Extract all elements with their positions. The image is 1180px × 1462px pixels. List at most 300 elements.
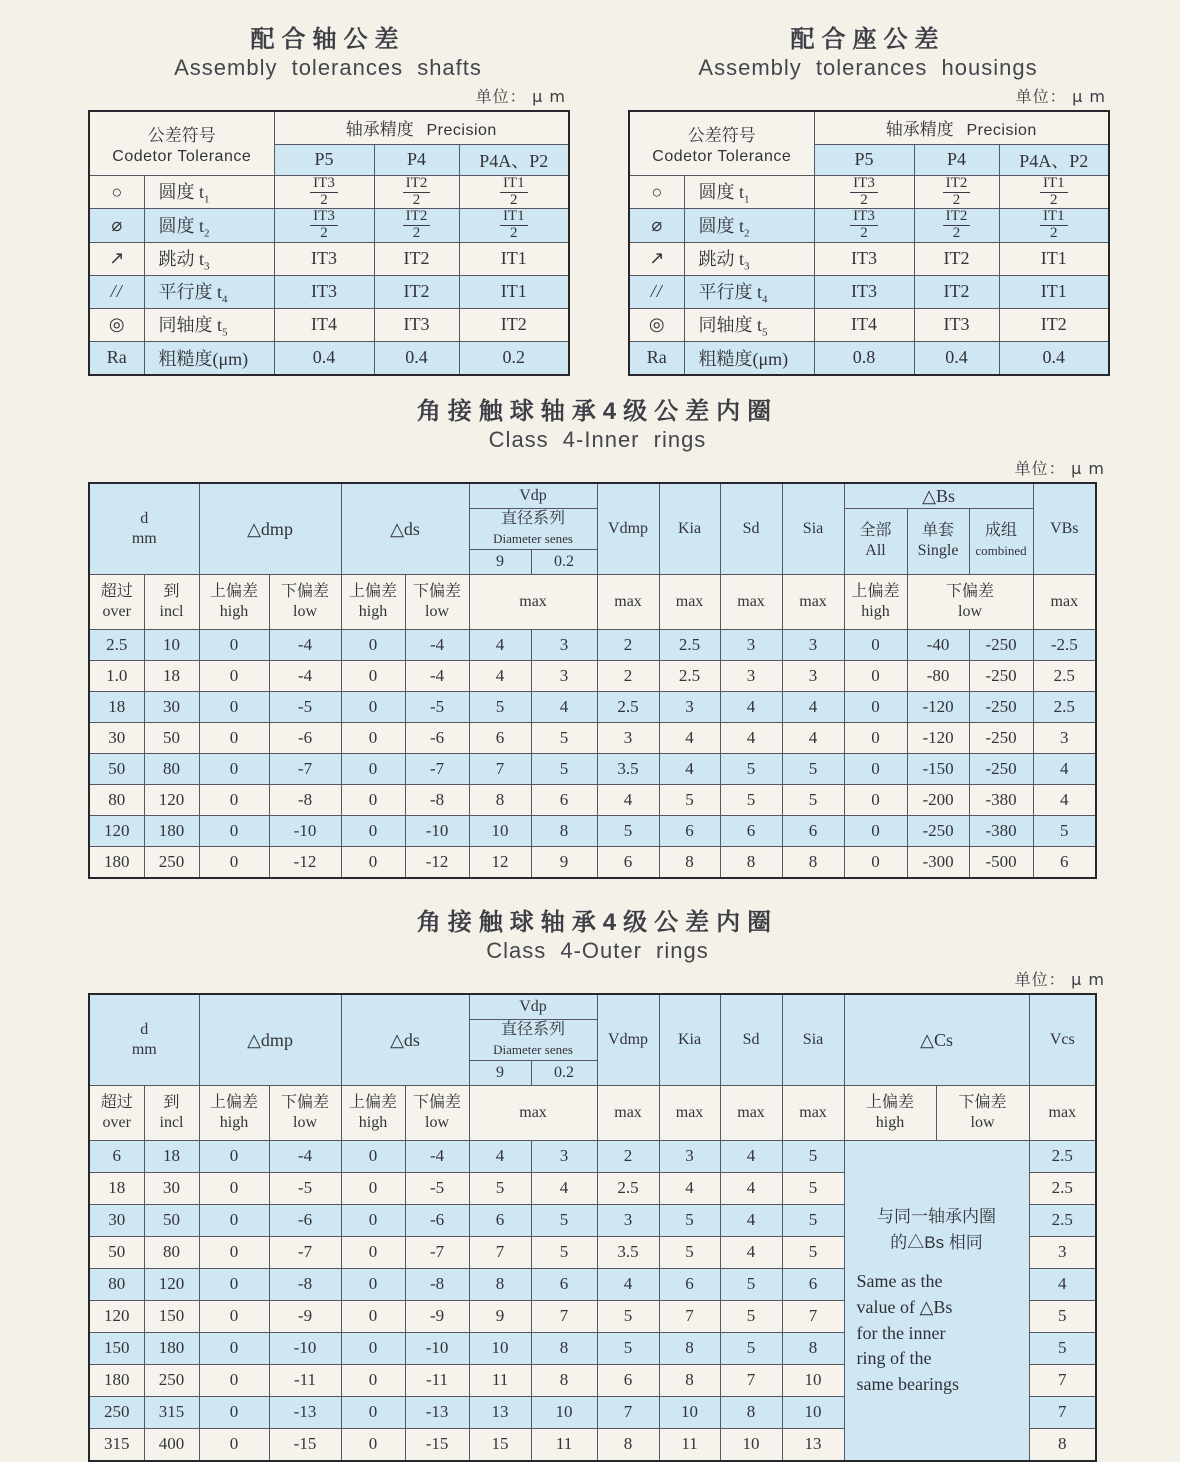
unit-text: 单位： (1014, 971, 1066, 989)
table-cell: 80 (89, 784, 144, 815)
table-cell: 315 (144, 1396, 199, 1428)
col-sd: Sd (720, 994, 782, 1086)
tolerance-value: $\frac{IT1}{2}$ (999, 209, 1109, 243)
table-cell: 0 (341, 1300, 405, 1332)
outer-title-en: Class 4-Outer rings (486, 937, 709, 963)
table-cell: -200 (907, 784, 969, 815)
table-cell: 4 (720, 1204, 782, 1236)
table-cell: 8 (720, 1396, 782, 1428)
concentricity-icon: ◎ (89, 308, 144, 341)
table-cell: 8 (659, 1364, 720, 1396)
data-row (89, 815, 1096, 846)
table-cell: 3 (659, 691, 720, 722)
tolerance-name: 跳动 $t_3$ (684, 242, 814, 275)
table-cell: -250 (969, 722, 1033, 753)
tolerance-value: IT1 (999, 242, 1109, 275)
table-cell: 10 (659, 1396, 720, 1428)
table-cell: 0 (199, 1172, 269, 1204)
table-cell: -15 (269, 1428, 341, 1461)
table-cell: 0 (844, 691, 907, 722)
table-cell: 7 (782, 1300, 844, 1332)
tolerance-value: IT4 (814, 308, 914, 341)
table-cell: 30 (144, 691, 199, 722)
table-cell: 4 (720, 722, 782, 753)
table-cell: 10 (469, 1332, 531, 1364)
table-cell: 3.5 (597, 753, 659, 784)
table-cell: 0 (844, 815, 907, 846)
vcs-value: 4 (1029, 1268, 1096, 1300)
col-sia: Sia (782, 483, 844, 575)
table-cell: 120 (89, 1300, 144, 1332)
table-cell: 5 (597, 815, 659, 846)
table-cell: 80 (144, 1236, 199, 1268)
table-cell: -5 (269, 691, 341, 722)
tolerance-row (629, 242, 1109, 275)
table-cell: 10 (720, 1428, 782, 1461)
table-cell: -380 (969, 815, 1033, 846)
precision-header-zh: 轴承精度 (885, 120, 954, 140)
unit-value: μ m (532, 86, 566, 106)
outer-rings-title (88, 909, 1107, 964)
col-all (844, 508, 907, 574)
tolerance-value: IT3 (814, 242, 914, 275)
tolerance-row (629, 275, 1109, 308)
tolerance-value: IT2 (374, 242, 459, 275)
col-single (907, 508, 969, 574)
shaft-tolerance-table (88, 110, 570, 376)
table-cell: 18 (144, 660, 199, 691)
precision-header-en: Precision (426, 122, 497, 140)
col-vdp: Vdp (469, 483, 597, 509)
table-cell: -4 (269, 1140, 341, 1172)
tolerance-row (89, 275, 569, 308)
table-cell: 120 (144, 784, 199, 815)
sub-over: 超过 over (89, 574, 144, 629)
col-kia: Kia (659, 483, 720, 575)
tolerance-row (89, 308, 569, 341)
table-cell: -8 (269, 1268, 341, 1300)
table-cell: 0 (199, 784, 269, 815)
sub-low: 下偏差 low (936, 1085, 1029, 1140)
col-sia: Sia (782, 994, 844, 1086)
table-cell: -6 (269, 1204, 341, 1236)
table-cell: 250 (144, 846, 199, 878)
table-cell: -7 (269, 753, 341, 784)
col-kia: Kia (659, 994, 720, 1086)
table-cell: 5 (469, 691, 531, 722)
col-vdmp: Vdmp (597, 994, 659, 1086)
col-series-02: 0.2 (531, 1060, 597, 1085)
table-cell: 400 (144, 1428, 199, 1461)
series-zh: 直径系列 (501, 1020, 566, 1038)
col-d (89, 994, 199, 1086)
table-cell: 4 (720, 691, 782, 722)
combined-en: combined (975, 543, 1027, 559)
symbol-header-zh: 公差符号 (147, 125, 216, 145)
table-cell: -40 (907, 629, 969, 660)
sub-high: 上偏差 high (341, 1085, 405, 1140)
table-cell: 0 (199, 1268, 269, 1300)
inner-rings-table (88, 482, 1097, 879)
table-cell: -250 (907, 815, 969, 846)
table-cell: 4 (469, 629, 531, 660)
table-cell: 5 (531, 753, 597, 784)
table-cell: 3 (597, 722, 659, 753)
vcs-value: 2.5 (1029, 1204, 1096, 1236)
tolerance-row (629, 175, 1109, 209)
col-vcs: Vcs (1029, 994, 1096, 1086)
table-cell: -6 (405, 1204, 469, 1236)
unit-label (628, 84, 1106, 107)
table-cell: -5 (405, 1172, 469, 1204)
table-cell: 150 (144, 1300, 199, 1332)
single-zh: 单套 (922, 522, 955, 540)
table-cell: 7 (659, 1300, 720, 1332)
table-cell: -10 (269, 1332, 341, 1364)
data-row (89, 846, 1096, 878)
table-cell: 2.5 (597, 691, 659, 722)
table-cell: -13 (405, 1396, 469, 1428)
col-bs: △Bs (844, 483, 1033, 509)
table-cell: 6 (469, 722, 531, 753)
table-cell: 5 (659, 1236, 720, 1268)
table-cell: -8 (405, 1268, 469, 1300)
table-cell: 5 (720, 784, 782, 815)
table-cell: -7 (269, 1236, 341, 1268)
unit-label (88, 84, 566, 107)
col-p4a-p2: P4A、P2 (459, 144, 569, 175)
sub-low: 下偏差 low (907, 574, 1033, 629)
table-cell: 7 (469, 753, 531, 784)
table-cell: 0 (199, 722, 269, 753)
cylindricity-icon: ⌀ (629, 209, 684, 243)
sub-max: max (720, 1085, 782, 1140)
inner-title-en: Class 4-Inner rings (488, 426, 707, 452)
table-cell: 6 (659, 1268, 720, 1300)
table-cell: -2.5 (1033, 629, 1096, 660)
tolerance-name: 平行度 $t_4$ (684, 275, 814, 308)
sub-max: max (659, 1085, 720, 1140)
sub-high: 上偏差 high (844, 574, 907, 629)
tolerance-value: IT2 (914, 242, 999, 275)
housing-tolerances-section (628, 26, 1108, 376)
table-cell: 9 (469, 1300, 531, 1332)
table-cell: 120 (89, 815, 144, 846)
parallelism-icon: // (89, 275, 144, 308)
col-p4: P4 (374, 144, 459, 175)
col-diameter-series (469, 508, 597, 549)
shaft-tolerances-section (88, 26, 568, 376)
table-cell: 4 (469, 660, 531, 691)
table-cell: 0 (844, 629, 907, 660)
sub-incl: 到 incl (144, 1085, 199, 1140)
table-cell: 0 (341, 1332, 405, 1364)
combined-zh: 成组 (985, 522, 1018, 540)
table-cell: 0 (341, 753, 405, 784)
table-cell: 0 (199, 1204, 269, 1236)
table-cell: 4 (659, 722, 720, 753)
table-cell: -13 (269, 1396, 341, 1428)
table-cell: 4 (782, 722, 844, 753)
table-cell: 8 (469, 1268, 531, 1300)
col-sd: Sd (720, 483, 782, 575)
tolerance-row (89, 242, 569, 275)
table-cell: 6 (782, 815, 844, 846)
table-cell: 8 (782, 846, 844, 878)
sub-max: max (782, 1085, 844, 1140)
tolerance-value: 0.2 (459, 341, 569, 375)
table-cell: 6 (782, 1268, 844, 1300)
sub-incl: 到 incl (144, 574, 199, 629)
table-cell: 0 (844, 660, 907, 691)
table-cell: 2 (597, 629, 659, 660)
table-cell: 3 (1033, 722, 1096, 753)
inner-rings-title (88, 398, 1107, 453)
outer-rings-table (88, 993, 1097, 1462)
table-cell: -250 (969, 629, 1033, 660)
table-cell: 7 (720, 1364, 782, 1396)
table-cell: 5 (597, 1300, 659, 1332)
sub-max: max (469, 1085, 597, 1140)
sub-max: max (782, 574, 844, 629)
table-cell: 15 (469, 1428, 531, 1461)
table-cell: 180 (144, 815, 199, 846)
table-cell: 4 (720, 1140, 782, 1172)
table-cell: 5 (720, 1332, 782, 1364)
housing-tolerance-table (628, 110, 1110, 376)
vcs-value: 8 (1029, 1428, 1096, 1461)
tolerance-symbol-header (629, 111, 814, 176)
sub-max: max (720, 574, 782, 629)
table-cell: 0 (199, 1428, 269, 1461)
table-cell: 10 (531, 1396, 597, 1428)
sub-low: 下偏差 low (269, 1085, 341, 1140)
all-zh: 全部 (859, 522, 892, 540)
tolerance-value: 0.4 (914, 341, 999, 375)
table-cell: 4 (720, 1172, 782, 1204)
tolerance-row (629, 209, 1109, 243)
sub-max: max (1033, 574, 1096, 629)
outer-rings-section (88, 909, 1107, 1462)
precision-header (274, 111, 569, 145)
data-row (89, 722, 1096, 753)
housing-title-en: Assembly tolerances housings (698, 54, 1038, 80)
table-cell: 80 (144, 753, 199, 784)
data-row (89, 691, 1096, 722)
table-cell: -9 (269, 1300, 341, 1332)
tolerance-value: $\frac{IT1}{2}$ (459, 175, 569, 209)
unit-value: μ m (1071, 458, 1105, 478)
table-cell: 0 (199, 660, 269, 691)
table-cell: 0 (341, 1204, 405, 1236)
table-cell: 3 (531, 629, 597, 660)
table-cell: -12 (269, 846, 341, 878)
table-cell: 6 (720, 815, 782, 846)
table-cell: 0 (341, 1396, 405, 1428)
table-cell: 0 (199, 753, 269, 784)
tolerance-value: $\frac{IT2}{2}$ (914, 209, 999, 243)
tolerance-value: 0.4 (999, 341, 1109, 375)
table-cell: 0 (199, 691, 269, 722)
table-cell: -380 (969, 784, 1033, 815)
unit-text: 单位： (475, 88, 527, 106)
symbol-header-en: Codetor Tolerance (652, 147, 792, 165)
table-cell: 5 (531, 1236, 597, 1268)
table-cell: 0 (341, 722, 405, 753)
table-cell: 4 (782, 691, 844, 722)
table-cell: 0 (341, 1236, 405, 1268)
tolerance-value: IT3 (374, 308, 459, 341)
table-cell: -10 (405, 815, 469, 846)
table-cell: -7 (405, 1236, 469, 1268)
housing-title-zh: 配合座公差 (790, 26, 946, 53)
table-cell: 5 (782, 753, 844, 784)
table-cell: 2.5 (89, 629, 144, 660)
sub-max: max (597, 1085, 659, 1140)
mm-label: mm (131, 1040, 157, 1058)
table-cell: 2.5 (597, 1172, 659, 1204)
table-cell: 11 (469, 1364, 531, 1396)
table-cell: -250 (969, 660, 1033, 691)
tolerance-value: IT1 (459, 275, 569, 308)
sub-high: 上偏差 high (199, 574, 269, 629)
table-cell: 4 (1033, 753, 1096, 784)
tolerance-value: $\frac{IT1}{2}$ (459, 209, 569, 243)
table-cell: 0 (341, 1172, 405, 1204)
outer-title-zh: 角接触球轴承4级公差内圈 (416, 908, 779, 936)
tolerance-value: $\frac{IT2}{2}$ (374, 175, 459, 209)
table-cell: 0 (199, 815, 269, 846)
table-cell: 4 (659, 753, 720, 784)
table-cell: 4 (469, 1140, 531, 1172)
table-cell: 4 (1033, 784, 1096, 815)
d-label: d (140, 509, 149, 527)
table-cell: 4 (720, 1236, 782, 1268)
col-p5: P5 (814, 144, 914, 175)
table-cell: 11 (531, 1428, 597, 1461)
col-series-9: 9 (469, 1060, 531, 1085)
unit-label (88, 967, 1105, 990)
table-cell: -8 (269, 784, 341, 815)
sub-max: max (1029, 1085, 1096, 1140)
table-cell: -5 (405, 691, 469, 722)
table-cell: 3.5 (597, 1236, 659, 1268)
data-row (89, 660, 1096, 691)
d-label: d (140, 1020, 149, 1038)
concentricity-icon: ◎ (629, 308, 684, 341)
table-cell: -120 (907, 691, 969, 722)
sub-low: 下偏差 low (405, 574, 469, 629)
precision-header-zh: 轴承精度 (345, 120, 414, 140)
table-cell: 2.5 (659, 629, 720, 660)
table-cell: 8 (659, 1332, 720, 1364)
table-cell: 5 (782, 1140, 844, 1172)
vcs-value: 2.5 (1029, 1140, 1096, 1172)
table-cell: -4 (405, 1140, 469, 1172)
table-cell: 8 (531, 1332, 597, 1364)
table-cell: 8 (469, 784, 531, 815)
tolerance-value: $\frac{IT3}{2}$ (274, 175, 374, 209)
sub-high: 上偏差 high (341, 574, 405, 629)
table-cell: 30 (144, 1172, 199, 1204)
sub-max: max (659, 574, 720, 629)
tolerance-row (89, 209, 569, 243)
roundness-circle-icon: ○ (629, 175, 684, 209)
roughness-ra-label: Ra (89, 341, 144, 375)
tolerance-value: $\frac{IT3}{2}$ (814, 175, 914, 209)
table-cell: 0 (341, 846, 405, 878)
table-cell: 180 (89, 846, 144, 878)
unit-label (88, 456, 1105, 479)
table-cell: 8 (597, 1428, 659, 1461)
table-cell: 3 (782, 629, 844, 660)
vcs-value: 2.5 (1029, 1172, 1096, 1204)
shaft-title-zh: 配合轴公差 (250, 26, 406, 53)
col-vbs: VBs (1033, 483, 1096, 575)
table-cell: -11 (269, 1364, 341, 1396)
runout-arrow-icon: ↗ (629, 242, 684, 275)
table-cell: 2 (597, 1140, 659, 1172)
data-row (89, 784, 1096, 815)
vcs-value: 3 (1029, 1236, 1096, 1268)
table-cell: -9 (405, 1300, 469, 1332)
table-cell: 250 (89, 1396, 144, 1428)
table-cell: 6 (597, 846, 659, 878)
table-cell: 5 (597, 1332, 659, 1364)
table-cell: -10 (405, 1332, 469, 1364)
table-cell: -80 (907, 660, 969, 691)
vcs-value: 7 (1029, 1364, 1096, 1396)
table-cell: 50 (144, 1204, 199, 1236)
tolerance-value: IT2 (914, 275, 999, 308)
all-en: All (865, 542, 886, 560)
table-cell: 30 (89, 722, 144, 753)
table-cell: 1.0 (89, 660, 144, 691)
table-cell: -150 (907, 753, 969, 784)
unit-value: μ m (1071, 969, 1105, 989)
cylindricity-icon: ⌀ (89, 209, 144, 243)
tolerance-name: 同轴度 $t_5$ (144, 308, 274, 341)
table-cell: 2.5 (1033, 691, 1096, 722)
table-cell: -15 (405, 1428, 469, 1461)
tolerance-symbol-header (89, 111, 274, 176)
col-series-9: 9 (469, 549, 531, 574)
table-cell: -8 (405, 784, 469, 815)
table-cell: 150 (89, 1332, 144, 1364)
table-cell: 0 (844, 722, 907, 753)
table-cell: -6 (405, 722, 469, 753)
mm-label: mm (131, 529, 157, 547)
col-cs: △Cs (844, 994, 1029, 1086)
table-cell: 3 (782, 660, 844, 691)
top-tables-row (88, 26, 1107, 376)
col-p4: P4 (914, 144, 999, 175)
tolerance-value: 0.8 (814, 341, 914, 375)
table-cell: 18 (144, 1140, 199, 1172)
tolerance-value: $\frac{IT3}{2}$ (814, 209, 914, 243)
table-cell: 13 (782, 1428, 844, 1461)
table-cell: 4 (531, 691, 597, 722)
tolerance-name: 跳动 $t_3$ (144, 242, 274, 275)
table-cell: 2.5 (659, 660, 720, 691)
tolerance-value: IT2 (999, 308, 1109, 341)
table-cell: 12 (469, 846, 531, 878)
table-cell: 3 (659, 1140, 720, 1172)
sub-high: 上偏差 high (199, 1085, 269, 1140)
table-cell: -4 (269, 629, 341, 660)
table-cell: 120 (144, 1268, 199, 1300)
table-cell: 5 (782, 1204, 844, 1236)
